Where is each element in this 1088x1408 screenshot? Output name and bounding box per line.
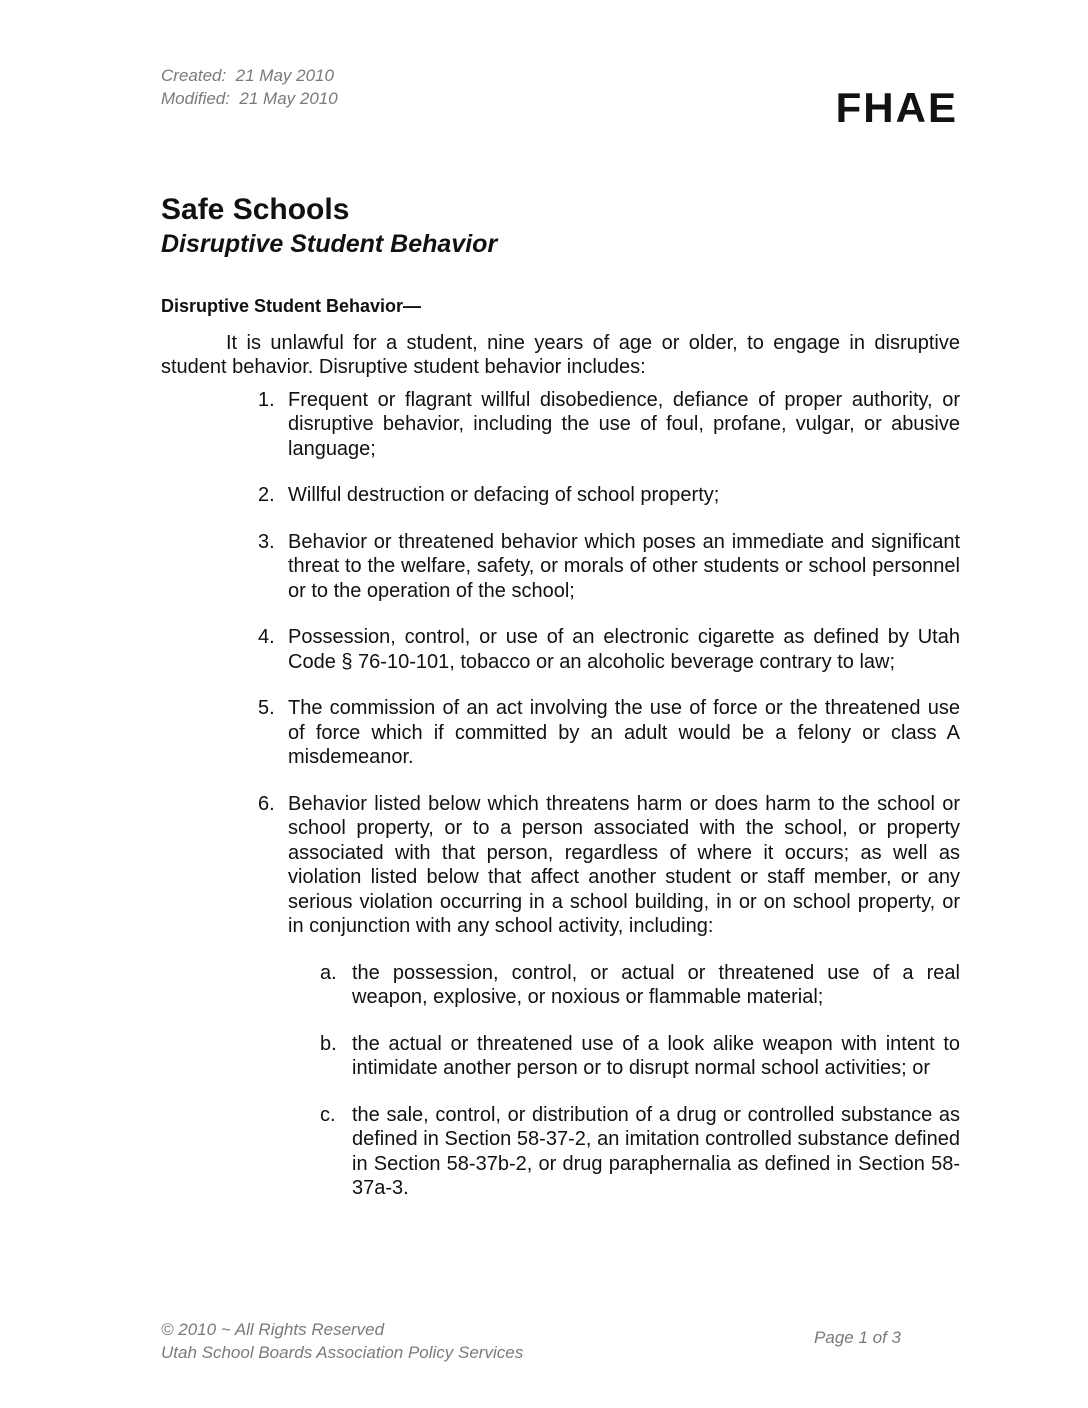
list-item xyxy=(161,388,960,462)
list-item xyxy=(161,483,960,508)
sub-item-text: the possession, control, or actual or threatened use of a real weapon, explosive, or noxious or flammable material; xyxy=(352,961,960,1008)
sub-item-letter: c. xyxy=(320,1103,336,1126)
item-number: 5. xyxy=(258,697,275,719)
page-number: Page 1 of 3 xyxy=(814,1328,901,1347)
intro-paragraph: It is unlawful for a student, nine years of age or older, to engage in disruptive student behavior. Disruptive student behavior includes: xyxy=(161,331,960,378)
sub-list-item xyxy=(288,1103,960,1201)
document-meta xyxy=(161,64,338,110)
footer-left xyxy=(161,1318,523,1364)
sub-item-letter: a. xyxy=(320,961,337,984)
modified-date: Modified: 21 May 2010 xyxy=(161,89,338,108)
item-text: Behavior listed below which threatens harm or does harm to the school or school property, or to a person associated with the school, or property associated with that person, regardless of where it occurs; as well as violation listed below that affect another student or staff member, or any serious violation occurring in a school building, in or on school property, or in conjunction with any school activity, including: xyxy=(288,792,960,937)
sub-item-letter: b. xyxy=(320,1032,337,1055)
item-text: Frequent or flagrant willful disobedience, defiance of proper authority, or disruptive behavior, including the use of foul, profane, vulgar, or abusive language; xyxy=(288,388,960,460)
sub-list-item xyxy=(288,1032,960,1081)
list-item xyxy=(161,625,960,674)
page-subtitle: Disruptive Student Behavior xyxy=(161,230,498,258)
item-text: Behavior or threatened behavior which poses an immediate and significant threat to the welfare, safety, or morals of other students or school personnel or to the operation of the school; xyxy=(288,530,960,602)
item-number: 3. xyxy=(258,530,275,553)
copyright-text: © 2010 ~ All Rights Reserved xyxy=(161,1320,385,1339)
item-number: 1. xyxy=(258,388,275,411)
sub-item-text: the actual or threatened use of a look alike weapon with intent to intimidate another person or to disrupt normal school activities; or xyxy=(352,1032,960,1079)
item-number: 2. xyxy=(258,484,275,506)
section-heading: Disruptive Student Behavior— xyxy=(161,296,422,316)
organization-text: Utah School Boards Association Policy Services xyxy=(161,1343,524,1362)
policy-code: FHAE xyxy=(835,84,958,131)
item-number: 6. xyxy=(258,792,275,815)
page-title: Safe Schools xyxy=(161,193,350,226)
document-body xyxy=(161,294,960,1223)
item-text: Possession, control, or use of an electronic cigarette as defined by Utah Code § 76-10-101, tobacco or an alcoholic beverage contrary to law; xyxy=(288,626,960,673)
list-item xyxy=(161,530,960,604)
item-number: 4. xyxy=(258,626,275,648)
item-text: Willful destruction or defacing of school property; xyxy=(288,484,720,506)
created-date: Created: 21 May 2010 xyxy=(161,66,334,85)
behavior-list xyxy=(161,388,960,1201)
list-item xyxy=(161,696,960,770)
sub-item-text: the sale, control, or distribution of a drug or controlled substance as defined in Section 58-37-2, an imitation controlled substance defined in Section 58-37b-2, or drug paraphernalia as defined in Section 58-37a-3. xyxy=(352,1103,960,1199)
title-block xyxy=(161,192,497,260)
list-item xyxy=(161,792,960,1201)
sub-list xyxy=(288,961,960,1201)
item-text: The commission of an act involving the use of force or the threatened use of force which if committed by an adult would be a felony or class A misdemeanor. xyxy=(288,697,960,768)
sub-list-item xyxy=(288,961,960,1010)
